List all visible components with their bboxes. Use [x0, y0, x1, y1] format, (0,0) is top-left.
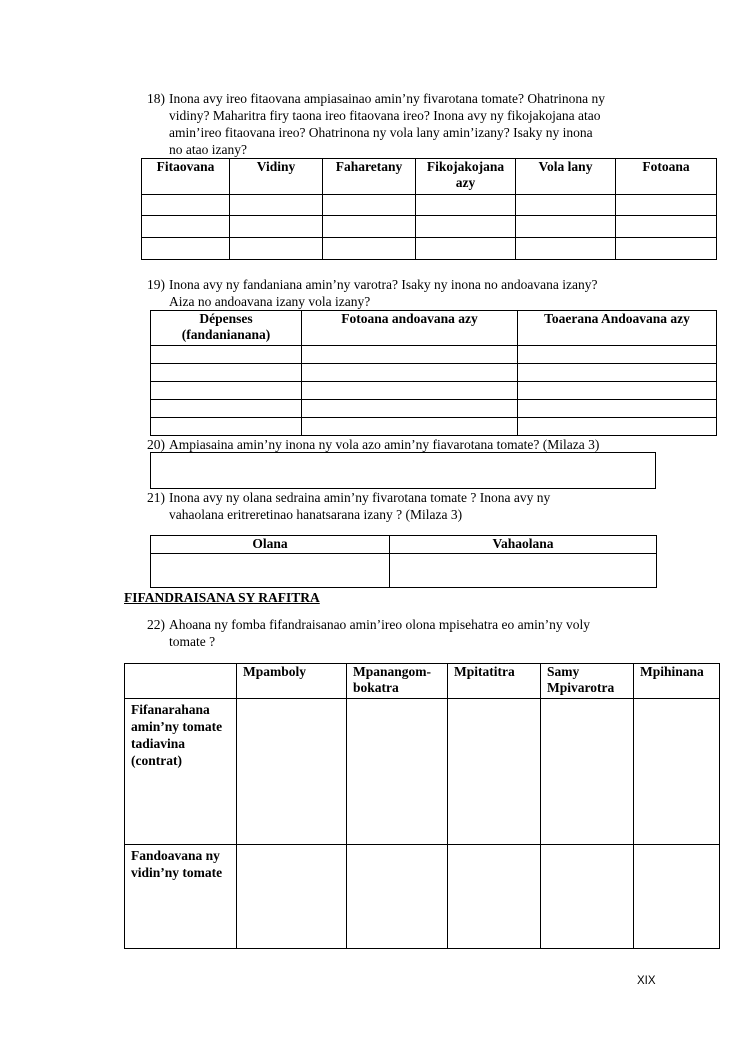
answer-cell[interactable]: [390, 554, 657, 588]
answer-cell[interactable]: [448, 699, 541, 845]
question-line: vidiny? Maharitra firy taona ireo fitaovana ireo? Inona avy ny fikojakojana atao: [169, 108, 601, 123]
question-text: [169, 276, 597, 310]
table-row: [151, 382, 717, 400]
question-line: Inona avy ny fandaniana amin’ny varotra? Isaky ny inona no andoavana izany?: [169, 277, 598, 292]
table-row: [151, 554, 657, 588]
answer-cell[interactable]: [151, 418, 302, 436]
question-18: [147, 90, 707, 158]
answer-cell[interactable]: [302, 346, 518, 364]
answer-cell[interactable]: [142, 216, 230, 238]
question-20: [147, 436, 707, 453]
header-cell: Fitaovana: [142, 159, 230, 195]
question-line: Inona avy ny olana sedraina amin’ny fivarotana tomate ? Inona avy ny: [169, 490, 551, 505]
question-number: 21): [147, 490, 165, 505]
header-cell: Mpanangom-bokatra: [347, 664, 448, 699]
answer-cell[interactable]: [518, 364, 717, 382]
header-cell: Vahaolana: [390, 536, 657, 554]
answer-cell[interactable]: [448, 845, 541, 949]
table-row: [142, 216, 717, 238]
question-line: tomate ?: [169, 634, 216, 649]
header-cell: Vidiny: [230, 159, 323, 195]
question-line: no atao izany?: [169, 142, 247, 157]
table-row: [125, 699, 720, 845]
question-line: Ahoana ny fomba fifandraisanao amin’ireo olona mpisehatra eo amin’ny voly: [169, 617, 590, 632]
answer-cell[interactable]: [230, 195, 323, 216]
header-cell: Fotoana: [616, 159, 717, 195]
answer-cell[interactable]: [302, 418, 518, 436]
question-22: [147, 616, 707, 650]
question-text: [169, 489, 550, 523]
table-row: [142, 238, 717, 260]
answer-cell[interactable]: [416, 238, 516, 260]
answer-cell[interactable]: [616, 195, 717, 216]
answer-cell[interactable]: [518, 418, 717, 436]
answer-cell[interactable]: [230, 216, 323, 238]
table-row: [125, 845, 720, 949]
relations-table: [124, 663, 720, 949]
question-number: 22): [147, 617, 165, 632]
row-label: Fifanarahana amin’ny tomate tadiavina (contrat): [125, 699, 237, 845]
answer-cell[interactable]: [518, 346, 717, 364]
section-heading: FIFANDRAISANA SY RAFITRA: [124, 590, 320, 605]
page-number: XIX: [637, 975, 656, 987]
answer-cell[interactable]: [302, 382, 518, 400]
table-row: [151, 364, 717, 382]
header-cell: Fikojakojana azy: [416, 159, 516, 195]
question-text: [169, 616, 590, 650]
question-text: [169, 90, 605, 158]
answer-cell[interactable]: [541, 845, 634, 949]
question-number: 18): [147, 91, 165, 106]
question-21: [147, 489, 707, 523]
equipment-table: [141, 158, 717, 260]
problems-table: [150, 535, 657, 588]
question-line: vahaolana eritreretinao hanatsarana izany ? (Milaza 3): [169, 507, 463, 522]
question-line: Aiza no andoavana izany vola izany?: [169, 294, 371, 309]
answer-cell[interactable]: [634, 845, 720, 949]
answer-cell[interactable]: [416, 195, 516, 216]
answer-cell[interactable]: [237, 845, 347, 949]
header-cell: [125, 664, 237, 699]
question-text: [169, 436, 599, 453]
answer-box[interactable]: [150, 452, 656, 489]
answer-cell[interactable]: [151, 346, 302, 364]
header-cell: Vola lany: [516, 159, 616, 195]
answer-cell[interactable]: [323, 216, 416, 238]
header-cell: Fotoana andoavana azy: [302, 311, 518, 346]
answer-cell[interactable]: [151, 400, 302, 418]
question-number: 20): [147, 437, 165, 452]
question-19: [147, 276, 707, 310]
question-line: amin’ireo fitaovana ireo? Ohatrinona ny vola lany amin’izany? Isaky ny inona: [169, 125, 593, 140]
table-row: [151, 400, 717, 418]
answer-cell[interactable]: [142, 238, 230, 260]
header-cell: Mpitatitra: [448, 664, 541, 699]
answer-cell[interactable]: [616, 238, 717, 260]
question-line: Ampiasaina amin’ny inona ny vola azo amin’ny fiavarotana tomate? (Milaza 3): [169, 437, 600, 452]
answer-cell[interactable]: [634, 699, 720, 845]
row-label: Fandoavana ny vidin’ny tomate: [125, 845, 237, 949]
question-line: Inona avy ireo fitaovana ampiasainao amin’ny fivarotana tomate? Ohatrinona ny: [169, 91, 605, 106]
answer-cell[interactable]: [518, 400, 717, 418]
answer-cell[interactable]: [151, 554, 390, 588]
header-cell: Olana: [151, 536, 390, 554]
header-cell: Toaerana Andoavana azy: [518, 311, 717, 346]
expenses-table: [150, 310, 717, 436]
header-cell: Faharetany: [323, 159, 416, 195]
answer-cell[interactable]: [323, 238, 416, 260]
answer-cell[interactable]: [302, 364, 518, 382]
answer-cell[interactable]: [518, 382, 717, 400]
answer-cell[interactable]: [347, 699, 448, 845]
answer-cell[interactable]: [151, 364, 302, 382]
answer-cell[interactable]: [142, 195, 230, 216]
answer-cell[interactable]: [516, 238, 616, 260]
answer-cell[interactable]: [516, 195, 616, 216]
answer-cell[interactable]: [151, 382, 302, 400]
header-cell: Mpihinana: [634, 664, 720, 699]
answer-cell[interactable]: [516, 216, 616, 238]
table-row: [151, 346, 717, 364]
answer-cell[interactable]: [323, 195, 416, 216]
question-number: 19): [147, 277, 165, 292]
header-cell: Dépenses (fandanianana): [151, 311, 302, 346]
answer-cell[interactable]: [237, 699, 347, 845]
answer-cell[interactable]: [230, 238, 323, 260]
answer-cell[interactable]: [302, 400, 518, 418]
header-cell: Mpamboly: [237, 664, 347, 699]
answer-cell[interactable]: [416, 216, 516, 238]
answer-cell[interactable]: [347, 845, 448, 949]
answer-cell[interactable]: [616, 216, 717, 238]
header-cell: Samy Mpivarotra: [541, 664, 634, 699]
table-row: [151, 418, 717, 436]
answer-cell[interactable]: [541, 699, 634, 845]
table-row: [142, 195, 717, 216]
